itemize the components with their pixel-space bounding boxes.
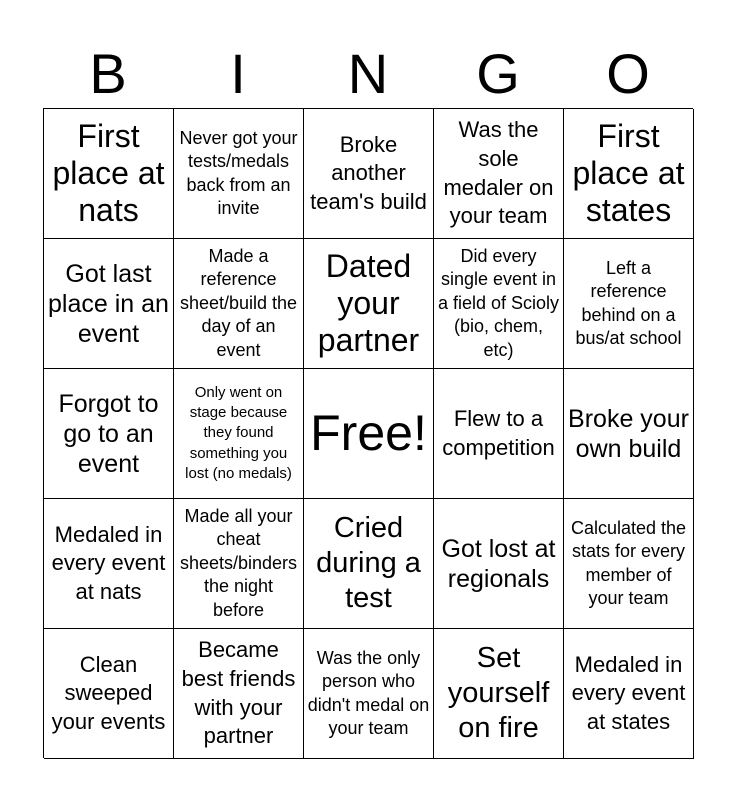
bingo-cell[interactable] <box>564 239 694 369</box>
cell-text: Got lost at regionals <box>441 534 556 593</box>
bingo-cell[interactable] <box>564 629 694 759</box>
bingo-cell[interactable] <box>304 109 434 239</box>
cell-text: Was the only person who didn't medal on your team <box>307 647 430 738</box>
cell-text: Clean sweeped your events <box>51 651 166 734</box>
cell-text: Only went on stage because they found something you lost (no medals) <box>185 383 292 482</box>
bingo-cell[interactable] <box>174 109 304 239</box>
bingo-cell[interactable] <box>44 499 174 629</box>
bingo-cell[interactable] <box>304 499 434 629</box>
cell-text: Flew to a competition <box>442 405 555 460</box>
bingo-grid <box>43 108 693 758</box>
cell-text: Made all your cheat sheets/binders the night before <box>179 506 298 620</box>
bingo-cell[interactable] <box>44 369 174 499</box>
bingo-cell[interactable] <box>304 239 434 369</box>
bingo-cell[interactable] <box>434 499 564 629</box>
cell-text: Did every single event in a field of Scioly (bio, chem, etc) <box>437 246 560 360</box>
bingo-cell[interactable] <box>174 239 304 369</box>
header-letter-n: N <box>347 42 389 105</box>
cell-text: First place at nats <box>52 118 165 228</box>
bingo-cell[interactable] <box>564 369 694 499</box>
bingo-cell[interactable] <box>564 109 694 239</box>
cell-text: Left a reference behind on a bus/at school <box>575 257 682 348</box>
cell-text: Forgot to go to an event <box>58 389 159 478</box>
bingo-cell[interactable] <box>44 239 174 369</box>
bingo-cell[interactable] <box>434 109 564 239</box>
bingo-cell[interactable] <box>174 499 304 629</box>
bingo-cell[interactable] <box>174 369 304 499</box>
bingo-header <box>43 40 693 108</box>
bingo-cell[interactable] <box>44 109 174 239</box>
cell-text: Broke your own build <box>568 404 689 463</box>
bingo-cell[interactable] <box>174 629 304 759</box>
header-letter-o: O <box>606 42 650 105</box>
cell-text: Medaled in every event at states <box>571 651 686 734</box>
header-letter-i: I <box>230 42 246 105</box>
bingo-cell[interactable] <box>434 629 564 759</box>
cell-text: Was the sole medaler on your team <box>443 117 554 229</box>
bingo-cell[interactable] <box>564 499 694 629</box>
free-space[interactable] <box>304 369 434 499</box>
cell-text: Set yourself on fire <box>447 642 550 744</box>
cell-text: First place at states <box>572 118 685 228</box>
bingo-cell[interactable] <box>434 369 564 499</box>
cell-text: Free! <box>310 404 427 461</box>
cell-text: Medaled in every event at nats <box>51 521 166 604</box>
bingo-cell[interactable] <box>44 629 174 759</box>
cell-text: Broke another team's build <box>310 131 427 214</box>
header-letter-b: B <box>89 42 127 105</box>
cell-text: Got last place in an event <box>48 259 169 348</box>
cell-text: Made a reference sheet/build the day of an event <box>179 246 298 360</box>
cell-text: Dated your partner <box>317 248 420 358</box>
header-letter-g: G <box>476 42 520 105</box>
bingo-cell[interactable] <box>304 629 434 759</box>
bingo-cell[interactable] <box>434 239 564 369</box>
cell-text: Became best friends with your partner <box>181 637 296 749</box>
cell-text: Never got your tests/medals back from an invite <box>179 127 298 218</box>
cell-text: Calculated the stats for every member of your team <box>570 517 687 608</box>
cell-text: Cried during a test <box>316 512 421 614</box>
